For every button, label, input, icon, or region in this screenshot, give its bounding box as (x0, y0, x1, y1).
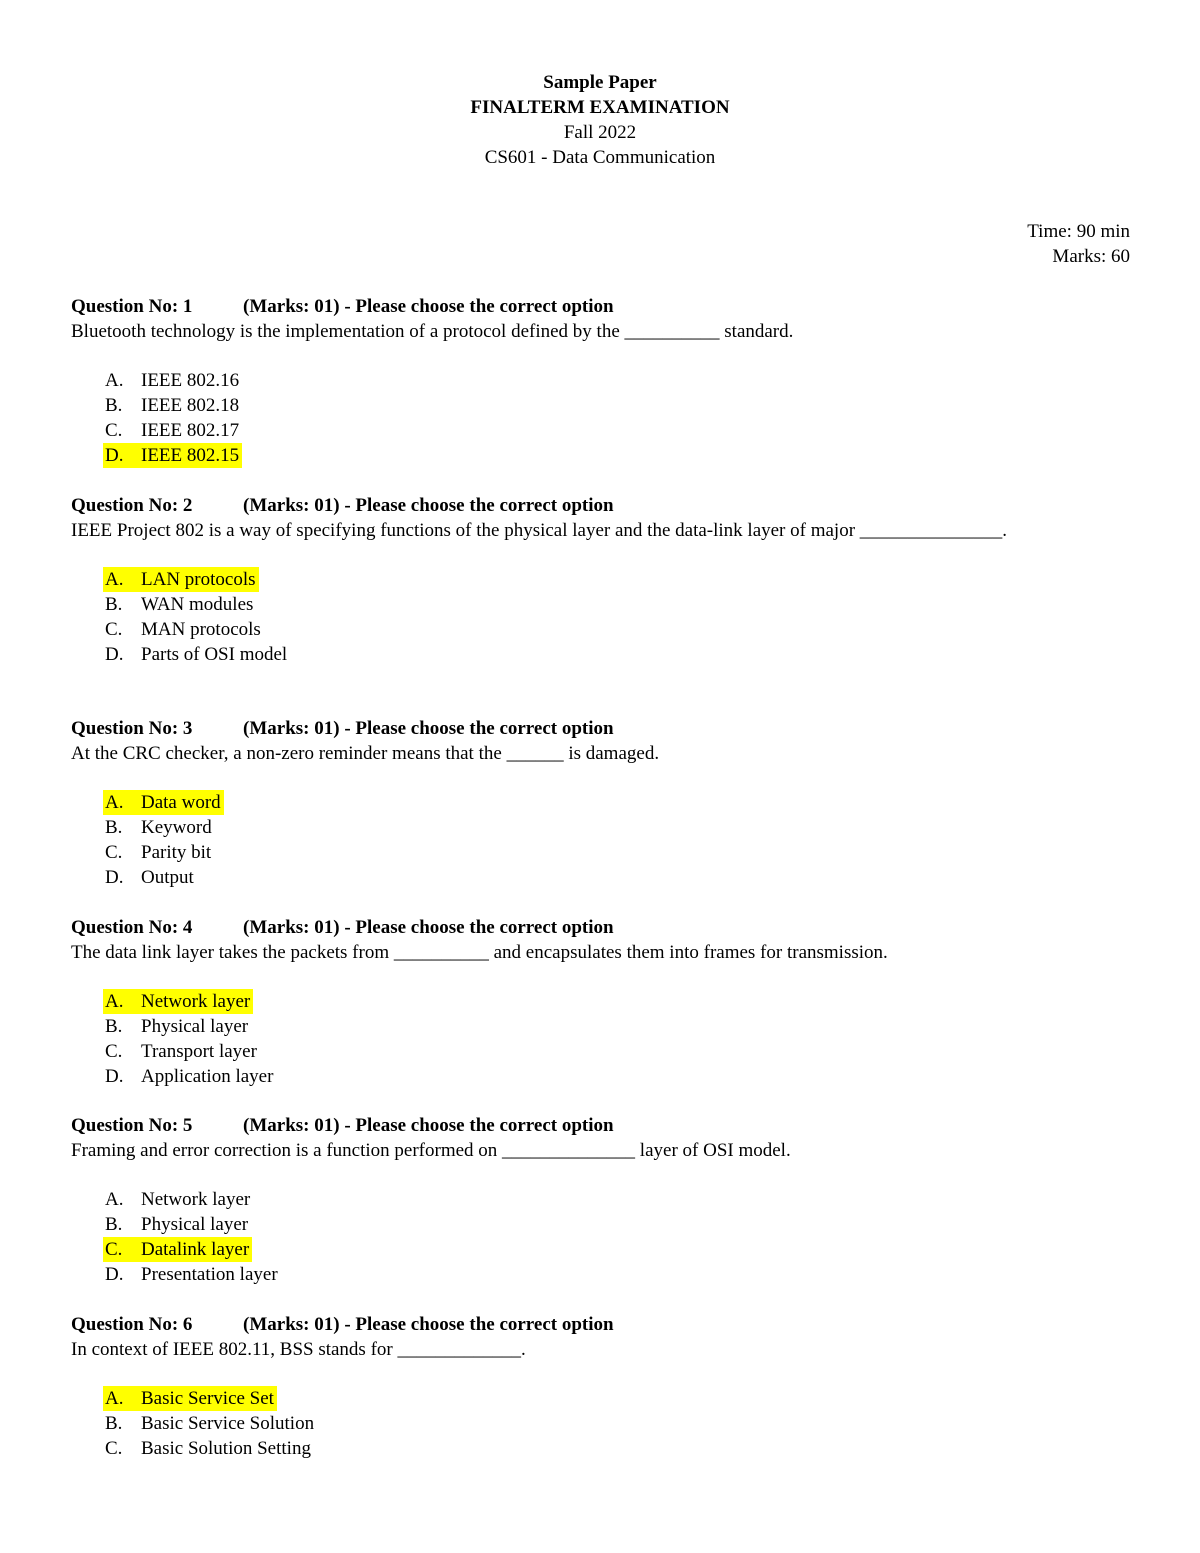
answer-blank: _______________ (859, 520, 1003, 541)
option-letter: B. (105, 395, 123, 416)
option-label-highlighted (103, 567, 259, 592)
question-number: Question No: 2 (71, 495, 193, 516)
option-label (103, 1064, 276, 1089)
option-letter: D. (105, 867, 124, 888)
question-header (71, 915, 1130, 940)
question-number: Question No: 4 (71, 917, 193, 938)
option-text: IEEE 802.17 (141, 420, 240, 441)
option-b (71, 393, 1130, 418)
question-text-before: Bluetooth technology is the implementation of a protocol defined by the (71, 321, 620, 342)
option-text: Physical layer (141, 1214, 249, 1235)
answer-blank: _____________ (397, 1339, 521, 1360)
option-letter: D. (105, 1066, 124, 1087)
option-a (71, 1187, 1130, 1212)
option-list (71, 368, 1130, 468)
option-d (71, 865, 1130, 890)
option-c (71, 1237, 1130, 1262)
exam-title: FINALTERM EXAMINATION (470, 97, 730, 118)
question-marks: (Marks: 01) (243, 1314, 340, 1335)
option-label (103, 1187, 253, 1212)
option-label (103, 617, 264, 642)
option-letter: B. (105, 1214, 123, 1235)
option-letter: B. (105, 594, 123, 615)
option-text: Data word (141, 792, 221, 813)
question-text-after: is damaged. (568, 743, 660, 764)
option-text: Datalink layer (141, 1239, 250, 1260)
option-text: Physical layer (141, 1016, 249, 1037)
option-text: Keyword (141, 817, 212, 838)
option-letter: C. (105, 1239, 123, 1260)
option-d (71, 642, 1130, 667)
option-letter: C. (105, 842, 123, 863)
option-d (71, 443, 1130, 468)
option-list (71, 1187, 1130, 1287)
course-title: CS601 - Data Communication (484, 147, 716, 168)
option-text: Transport layer (141, 1041, 257, 1062)
answer-blank: ______________ (502, 1140, 636, 1161)
option-list (71, 790, 1130, 890)
option-letter: C. (105, 1438, 123, 1459)
option-label (103, 418, 242, 443)
question-text-before: In context of IEEE 802.11, BSS stands for (71, 1339, 393, 1360)
option-a (71, 368, 1130, 393)
question-header (71, 294, 1130, 319)
option-label (103, 840, 214, 865)
question-instruction: - Please choose the correct option (344, 917, 614, 938)
question-text-after: standard. (724, 321, 794, 342)
option-label (103, 393, 242, 418)
option-label-highlighted (103, 989, 253, 1014)
option-label (103, 1212, 251, 1237)
option-label (103, 815, 215, 840)
question-text-before: At the CRC checker, a non-zero reminder means that the (71, 743, 502, 764)
question-instruction: - Please choose the correct option (344, 1115, 614, 1136)
option-text: Output (141, 867, 194, 888)
question-text-before: IEEE Project 802 is a way of specifying functions of the physical layer and the data-link layer of major (71, 520, 856, 541)
option-a (71, 567, 1130, 592)
answer-blank: __________ (393, 942, 489, 963)
option-text: Basic Solution Setting (141, 1438, 311, 1459)
option-text: WAN modules (141, 594, 254, 615)
answer-blank: ______ (506, 743, 564, 764)
option-b (71, 1014, 1130, 1039)
question-marks: (Marks: 01) (243, 718, 340, 739)
question-header (71, 1312, 1130, 1337)
option-text: Application layer (141, 1066, 274, 1087)
option-text: Parity bit (141, 842, 212, 863)
option-letter: B. (105, 817, 123, 838)
question-text-after: layer of OSI model. (639, 1140, 791, 1161)
question-header (71, 493, 1130, 518)
option-letter: B. (105, 1413, 123, 1434)
option-label-highlighted (103, 1386, 277, 1411)
exam-header (0, 70, 1200, 170)
option-label (103, 368, 242, 393)
option-text: Network layer (141, 1189, 251, 1210)
question-text-before: Framing and error correction is a function performed on (71, 1140, 498, 1161)
option-label-highlighted (103, 790, 224, 815)
option-letter: C. (105, 1041, 123, 1062)
question-header (71, 716, 1130, 741)
option-text: Basic Service Set (141, 1388, 274, 1409)
option-letter: A. (105, 370, 124, 391)
question-6 (71, 1312, 1130, 1461)
answer-blank: __________ (624, 321, 720, 342)
question-text (71, 1138, 1130, 1163)
option-text: MAN protocols (141, 619, 261, 640)
paper-type: Sample Paper (543, 72, 657, 93)
option-label (103, 1411, 317, 1436)
option-letter: D. (105, 644, 124, 665)
option-c (71, 1436, 1130, 1461)
option-b (71, 1212, 1130, 1237)
option-b (71, 592, 1130, 617)
question-number: Question No: 6 (71, 1314, 193, 1335)
option-letter: B. (105, 1016, 123, 1037)
question-instruction: - Please choose the correct option (344, 718, 614, 739)
question-marks: (Marks: 01) (243, 1115, 340, 1136)
option-label (103, 1436, 314, 1461)
option-text: IEEE 802.16 (141, 370, 240, 391)
question-instruction: - Please choose the correct option (344, 296, 614, 317)
option-d (71, 1064, 1130, 1089)
option-b (71, 1411, 1130, 1436)
option-d (71, 1262, 1130, 1287)
option-label (103, 642, 290, 667)
question-instruction: - Please choose the correct option (344, 495, 614, 516)
option-label (103, 1039, 260, 1064)
option-label-highlighted (103, 443, 242, 468)
option-text: Presentation layer (141, 1264, 278, 1285)
exam-total-marks: Marks: 60 (1052, 246, 1130, 267)
question-instruction: - Please choose the correct option (344, 1314, 614, 1335)
question-text-after: . (1002, 520, 1008, 541)
option-text: IEEE 802.15 (141, 445, 240, 466)
question-text (71, 319, 1130, 344)
question-text (71, 1337, 1130, 1362)
option-text: Parts of OSI model (141, 644, 288, 665)
option-label (103, 865, 197, 890)
option-letter: D. (105, 445, 124, 466)
option-label (103, 1262, 281, 1287)
exam-term: Fall 2022 (563, 122, 637, 143)
option-letter: C. (105, 420, 123, 441)
question-5 (71, 1113, 1130, 1287)
exam-meta (1027, 219, 1130, 269)
question-2 (71, 493, 1130, 667)
option-letter: A. (105, 1388, 124, 1409)
option-text: Basic Service Solution (141, 1413, 315, 1434)
question-header (71, 1113, 1130, 1138)
question-marks: (Marks: 01) (243, 917, 340, 938)
option-a (71, 989, 1130, 1014)
option-letter: A. (105, 1189, 124, 1210)
question-text (71, 741, 1130, 766)
option-text: LAN protocols (141, 569, 256, 590)
option-a (71, 1386, 1130, 1411)
option-letter: A. (105, 569, 124, 590)
question-text-before: The data link layer takes the packets from (71, 942, 390, 963)
option-text: IEEE 802.18 (141, 395, 240, 416)
option-label (103, 1014, 251, 1039)
option-c (71, 418, 1130, 443)
question-marks: (Marks: 01) (243, 495, 340, 516)
option-a (71, 790, 1130, 815)
question-text-after: and encapsulates them into frames for transmission. (493, 942, 888, 963)
question-text (71, 940, 1130, 965)
exam-time: Time: 90 min (1027, 221, 1130, 242)
option-letter: A. (105, 991, 124, 1012)
question-3 (71, 716, 1130, 890)
option-text: Network layer (141, 991, 251, 1012)
question-marks: (Marks: 01) (243, 296, 340, 317)
option-c (71, 617, 1130, 642)
option-letter: D. (105, 1264, 124, 1285)
question-number: Question No: 1 (71, 296, 193, 317)
question-number: Question No: 3 (71, 718, 193, 739)
option-letter: C. (105, 619, 123, 640)
option-list (71, 567, 1130, 667)
option-label-highlighted (103, 1237, 252, 1262)
option-letter: A. (105, 792, 124, 813)
question-text-after: . (520, 1339, 526, 1360)
option-label (103, 592, 256, 617)
question-text (71, 518, 1130, 543)
option-list (71, 989, 1130, 1089)
question-number: Question No: 5 (71, 1115, 193, 1136)
option-list (71, 1386, 1130, 1461)
option-c (71, 1039, 1130, 1064)
question-4 (71, 915, 1130, 1089)
option-b (71, 815, 1130, 840)
question-1 (71, 294, 1130, 468)
option-c (71, 840, 1130, 865)
